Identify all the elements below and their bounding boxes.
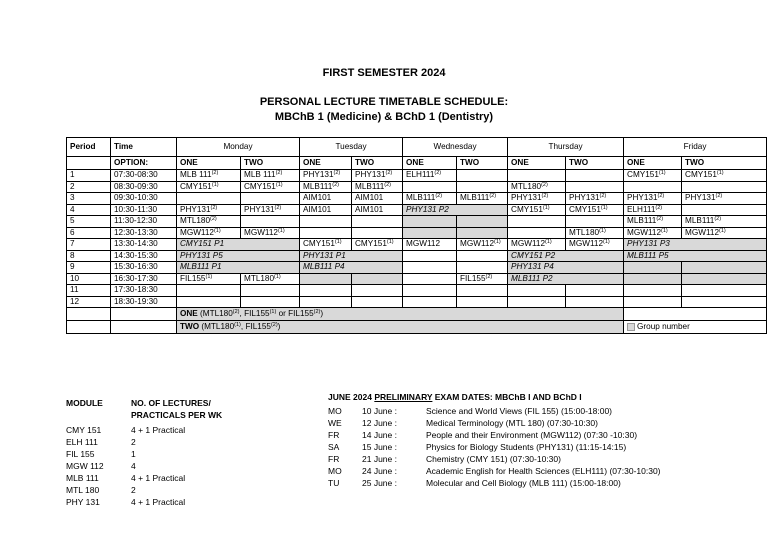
exam-day: WE bbox=[328, 418, 342, 428]
timetable-cell bbox=[241, 285, 300, 297]
option-one: ONE bbox=[508, 157, 566, 170]
timetable-cell: CMY151 P2 bbox=[508, 250, 624, 262]
timetable-cell: FIL155$^{(1)}$ bbox=[177, 273, 241, 285]
timetable-cell: MTL180$^{(1)}$ bbox=[566, 227, 624, 239]
day-monday: Monday bbox=[177, 138, 300, 157]
timetable-cell bbox=[403, 181, 457, 193]
timetable-cell: MLB111 P1 bbox=[177, 262, 300, 274]
timetable-cell: AIM101 bbox=[352, 193, 403, 205]
programme-title: MBChB 1 (Medicine) & BChD 1 (Dentistry) bbox=[274, 111, 494, 123]
timetable-cell bbox=[682, 285, 767, 297]
period-cell: 8 bbox=[67, 250, 111, 262]
module-count: 4 + 1 Practical bbox=[131, 497, 186, 507]
timetable-cell bbox=[624, 273, 682, 285]
timetable-cell: AIM101 bbox=[300, 204, 352, 216]
period-cell: 3 bbox=[67, 193, 111, 205]
exam-subject: People and their Environment (MGW112) (07:30 -10:30) bbox=[426, 430, 638, 440]
exam-day: TU bbox=[328, 478, 340, 488]
option-two: TWO bbox=[352, 157, 403, 170]
module-code: MTL 180 bbox=[66, 485, 100, 495]
timetable-cell: CMY151$^{(1)}$ bbox=[352, 239, 403, 251]
timetable-cell: MGW112$^{(1)}$ bbox=[624, 227, 682, 239]
timetable-cell: PHY131 P4 bbox=[508, 262, 624, 274]
lectures-column-header-2: PRACTICALS PER WK bbox=[131, 410, 223, 420]
timetable-row bbox=[67, 193, 767, 205]
timetable-cell: CMY151$^{(1)}$ bbox=[177, 181, 241, 193]
period-cell: 2 bbox=[67, 181, 111, 193]
timetable-cell: AIM101 bbox=[352, 204, 403, 216]
timetable-row bbox=[67, 216, 767, 228]
timetable-cell bbox=[241, 216, 300, 228]
timetable-cell: CMY151$^{(1)}$ bbox=[300, 239, 352, 251]
timetable-cell bbox=[352, 285, 403, 297]
module-count: 2 bbox=[131, 437, 136, 447]
timetable-row bbox=[67, 273, 767, 285]
timetable-cell: CMY151 P1 bbox=[177, 239, 300, 251]
exam-day: MO bbox=[328, 406, 342, 416]
period-cell: 10 bbox=[67, 273, 111, 285]
timetable-cell: MGW112$^{(1)}$ bbox=[241, 227, 300, 239]
timetable-cell bbox=[177, 193, 241, 205]
timetable-cell: PHY131 P3 bbox=[624, 239, 767, 251]
timetable-subtitle: PERSONAL LECTURE TIMETABLE SCHEDULE: bbox=[259, 96, 509, 108]
day-thursday: Thursday bbox=[508, 138, 624, 157]
exam-date: 12 June : bbox=[362, 418, 397, 428]
time-cell: 11:30-12:30 bbox=[111, 216, 177, 228]
timetable-cell: CMY151$^{(1)}$ bbox=[682, 170, 767, 182]
option-two: TWO bbox=[457, 157, 508, 170]
footer-option-one: ONE (MTL180$^{(2)}$, FIL155$^{(1)}$ or FIL155$^{(2)}$) bbox=[177, 308, 624, 321]
timetable-cell bbox=[352, 273, 403, 285]
module-code: PHY 131 bbox=[66, 497, 100, 507]
timetable-cell: MLB 111$^{(2)}$ bbox=[177, 170, 241, 182]
timetable-row bbox=[67, 227, 767, 239]
timetable-cell: CMY151$^{(1)}$ bbox=[241, 181, 300, 193]
timetable-cell: CMY151$^{(1)}$ bbox=[508, 204, 566, 216]
day-wednesday: Wednesday bbox=[403, 138, 508, 157]
timetable-cell: MGW112$^{(1)}$ bbox=[566, 239, 624, 251]
timetable-cell bbox=[300, 285, 352, 297]
timetable-cell: PHY131$^{(2)}$ bbox=[241, 204, 300, 216]
timetable-cell bbox=[682, 181, 767, 193]
timetable-row bbox=[67, 181, 767, 193]
timetable-cell bbox=[403, 262, 457, 274]
group-number-legend: Group number bbox=[637, 322, 690, 331]
timetable-cell bbox=[403, 216, 457, 228]
exam-day: SA bbox=[328, 442, 340, 452]
timetable-cell bbox=[624, 181, 682, 193]
time-cell: 17:30-18:30 bbox=[111, 285, 177, 297]
timetable-cell bbox=[241, 193, 300, 205]
timetable-cell bbox=[566, 170, 624, 182]
timetable-cell bbox=[682, 204, 767, 216]
option-two: TWO bbox=[241, 157, 300, 170]
timetable-cell bbox=[352, 227, 403, 239]
module-count: 4 bbox=[131, 461, 136, 471]
timetable-cell: MLB111$^{(2)}$ bbox=[352, 181, 403, 193]
option-one: ONE bbox=[624, 157, 682, 170]
timetable-row bbox=[67, 250, 767, 262]
timetable-cell: MTL180$^{(2)}$ bbox=[508, 181, 566, 193]
timetable-cell bbox=[457, 285, 508, 297]
timetable-cell bbox=[241, 296, 300, 308]
period-header: Period bbox=[67, 138, 111, 157]
option-one: ONE bbox=[300, 157, 352, 170]
timetable-cell bbox=[352, 296, 403, 308]
timetable-cell bbox=[457, 250, 508, 262]
timetable-cell bbox=[566, 285, 624, 297]
group-number-swatch bbox=[627, 323, 635, 331]
exam-title-post: EXAM DATES: MBChB I AND BChD I bbox=[432, 392, 582, 402]
timetable-cell bbox=[682, 273, 767, 285]
timetable-cell: PHY131$^{(2)}$ bbox=[300, 170, 352, 182]
period-cell: 4 bbox=[67, 204, 111, 216]
timetable-cell bbox=[300, 216, 352, 228]
timetable-cell bbox=[403, 250, 457, 262]
timetable-cell: MLB111$^{(2)}$ bbox=[300, 181, 352, 193]
exam-date: 21 June : bbox=[362, 454, 397, 464]
timetable-cell: MLB111$^{(2)}$ bbox=[624, 216, 682, 228]
timetable-cell bbox=[457, 216, 508, 228]
module-code: FIL 155 bbox=[66, 449, 95, 459]
timetable-cell: MTL180$^{(1)}$ bbox=[241, 273, 300, 285]
timetable-cell bbox=[352, 216, 403, 228]
timetable-row bbox=[67, 170, 767, 182]
time-cell: 18:30-19:30 bbox=[111, 296, 177, 308]
timetable-cell bbox=[682, 296, 767, 308]
timetable-cell: ELH111$^{(2)}$ bbox=[403, 170, 457, 182]
timetable-cell: MGW112 bbox=[403, 239, 457, 251]
timetable-cell: AIM101 bbox=[300, 193, 352, 205]
timetable-cell bbox=[508, 170, 566, 182]
timetable-cell bbox=[403, 273, 457, 285]
timetable-cell bbox=[624, 285, 682, 297]
module-code: CMY 151 bbox=[66, 425, 102, 435]
timetable-cell bbox=[457, 170, 508, 182]
timetable-cell bbox=[457, 262, 508, 274]
timetable-cell: PHY131$^{(2)}$ bbox=[177, 204, 241, 216]
module-code: ELH 111 bbox=[66, 437, 98, 447]
exam-date: 10 June : bbox=[362, 406, 397, 416]
exam-title bbox=[328, 392, 582, 402]
option-two: TWO bbox=[682, 157, 767, 170]
module-count: 1 bbox=[131, 449, 136, 459]
exam-title-pre: JUNE 2024 bbox=[328, 392, 375, 402]
period-cell: 9 bbox=[67, 262, 111, 274]
exam-subject: Physics for Biology Students (PHY131) (11:15-14:15) bbox=[426, 442, 627, 452]
timetable-cell bbox=[177, 296, 241, 308]
timetable-row bbox=[67, 262, 767, 274]
timetable-cell bbox=[624, 262, 682, 274]
timetable-cell bbox=[566, 296, 624, 308]
timetable-cell bbox=[403, 285, 457, 297]
timetable-cell bbox=[624, 296, 682, 308]
exam-day: FR bbox=[328, 430, 340, 440]
timetable-cell: CMY151$^{(1)}$ bbox=[566, 204, 624, 216]
period-cell: 12 bbox=[67, 296, 111, 308]
timetable-cell: MTL180$^{(2)}$ bbox=[177, 216, 241, 228]
timetable-cell: CMY151$^{(1)}$ bbox=[624, 170, 682, 182]
period-cell: 5 bbox=[67, 216, 111, 228]
period-cell: 11 bbox=[67, 285, 111, 297]
timetable-row bbox=[67, 239, 767, 251]
timetable-cell bbox=[457, 227, 508, 239]
timetable-cell bbox=[457, 296, 508, 308]
exam-day: MO bbox=[328, 466, 342, 476]
footer-option-two: TWO (MTL180$^{(1)}$, FIL155$^{(2)}$) bbox=[177, 321, 624, 334]
option-one: ONE bbox=[177, 157, 241, 170]
timetable-cell bbox=[682, 262, 767, 274]
timetable-cell bbox=[566, 216, 624, 228]
timetable-row bbox=[67, 285, 767, 297]
day-tuesday: Tuesday bbox=[300, 138, 403, 157]
timetable-row bbox=[67, 204, 767, 216]
timetable-cell: PHY131$^{(2)}$ bbox=[624, 193, 682, 205]
time-cell: 07:30-08:30 bbox=[111, 170, 177, 182]
time-cell: 13:30-14:30 bbox=[111, 239, 177, 251]
timetable-cell: MGW112$^{(1)}$ bbox=[457, 239, 508, 251]
exam-date: 24 June : bbox=[362, 466, 397, 476]
timetable-cell: PHY131 P2 bbox=[403, 204, 508, 216]
option-two: TWO bbox=[566, 157, 624, 170]
timetable bbox=[66, 137, 767, 334]
timetable-cell bbox=[300, 227, 352, 239]
timetable-cell: MLB111$^{(2)}$ bbox=[403, 193, 457, 205]
time-cell: 14:30-15:30 bbox=[111, 250, 177, 262]
time-cell: 16:30-17:30 bbox=[111, 273, 177, 285]
module-code: MLB 111 bbox=[66, 473, 99, 483]
timetable-cell bbox=[177, 285, 241, 297]
timetable-cell: MLB111 P2 bbox=[508, 273, 624, 285]
timetable-cell: PHY131 P5 bbox=[177, 250, 300, 262]
exam-subject: Academic English for Health Sciences (ELH111) (07:30-10:30) bbox=[426, 466, 661, 476]
timetable-cell: MGW112$^{(1)}$ bbox=[508, 239, 566, 251]
exam-date: 25 June : bbox=[362, 478, 397, 488]
timetable-cell bbox=[457, 181, 508, 193]
timetable-cell: MLB111 P4 bbox=[300, 262, 403, 274]
timetable-cell: MGW112$^{(1)}$ bbox=[682, 227, 767, 239]
exam-subject: Medical Terminology (MTL 180) (07:30-10:30) bbox=[426, 418, 598, 428]
period-cell: 1 bbox=[67, 170, 111, 182]
module-count: 4 + 1 Practical bbox=[131, 473, 186, 483]
timetable-cell: PHY131$^{(2)}$ bbox=[352, 170, 403, 182]
timetable-cell bbox=[508, 227, 566, 239]
timetable-cell: ELH111$^{(2)}$ bbox=[624, 204, 682, 216]
time-cell: 12:30-13:30 bbox=[111, 227, 177, 239]
timetable-cell: MLB111$^{(2)}$ bbox=[457, 193, 508, 205]
lectures-column-header: NO. OF LECTURES/ bbox=[131, 398, 211, 408]
timetable-cell bbox=[508, 296, 566, 308]
timetable-cell: MGW112$^{(1)}$ bbox=[177, 227, 241, 239]
time-cell: 08:30-09:30 bbox=[111, 181, 177, 193]
timetable-cell bbox=[508, 285, 566, 297]
time-cell: 09:30-10:30 bbox=[111, 193, 177, 205]
timetable-cell: FIL155$^{(2)}$ bbox=[457, 273, 508, 285]
timetable-cell bbox=[566, 181, 624, 193]
timetable-cell: MLB111$^{(2)}$ bbox=[682, 216, 767, 228]
exam-date: 15 June : bbox=[362, 442, 397, 452]
time-cell: 10:30-11:30 bbox=[111, 204, 177, 216]
option-one: ONE bbox=[403, 157, 457, 170]
timetable-cell bbox=[300, 296, 352, 308]
option-label: OPTION: bbox=[111, 157, 177, 170]
timetable-cell: PHY131 P1 bbox=[300, 250, 403, 262]
timetable-cell: PHY131$^{(2)}$ bbox=[682, 193, 767, 205]
period-cell: 6 bbox=[67, 227, 111, 239]
timetable-cell bbox=[300, 273, 352, 285]
timetable-cell: PHY131$^{(2)}$ bbox=[566, 193, 624, 205]
timetable-cell: MLB 111$^{(2)}$ bbox=[241, 170, 300, 182]
module-column-header: MODULE bbox=[66, 398, 103, 408]
module-count: 2 bbox=[131, 485, 136, 495]
timetable-cell bbox=[508, 216, 566, 228]
module-code: MGW 112 bbox=[66, 461, 104, 471]
timetable-cell bbox=[403, 296, 457, 308]
day-friday: Friday bbox=[624, 138, 767, 157]
exam-day: FR bbox=[328, 454, 340, 464]
semester-title: FIRST SEMESTER 2024 bbox=[322, 67, 446, 79]
time-header: Time bbox=[111, 138, 177, 157]
timetable-cell: PHY131$^{(2)}$ bbox=[508, 193, 566, 205]
exam-subject: Chemistry (CMY 151) (07:30-10:30) bbox=[426, 454, 561, 464]
timetable-cell bbox=[403, 227, 457, 239]
time-cell: 15:30-16:30 bbox=[111, 262, 177, 274]
exam-subject: Molecular and Cell Biology (MLB 111) (15:00-18:00) bbox=[426, 478, 621, 488]
exam-title-underlined: PRELIMINARY bbox=[374, 392, 433, 402]
period-cell: 7 bbox=[67, 239, 111, 251]
exam-subject: Science and World Views (FIL 155) (15:00-18:00) bbox=[426, 406, 612, 416]
timetable-row bbox=[67, 296, 767, 308]
module-count: 4 + 1 Practical bbox=[131, 425, 186, 435]
timetable-cell: MLB111 P5 bbox=[624, 250, 767, 262]
exam-date: 14 June : bbox=[362, 430, 397, 440]
